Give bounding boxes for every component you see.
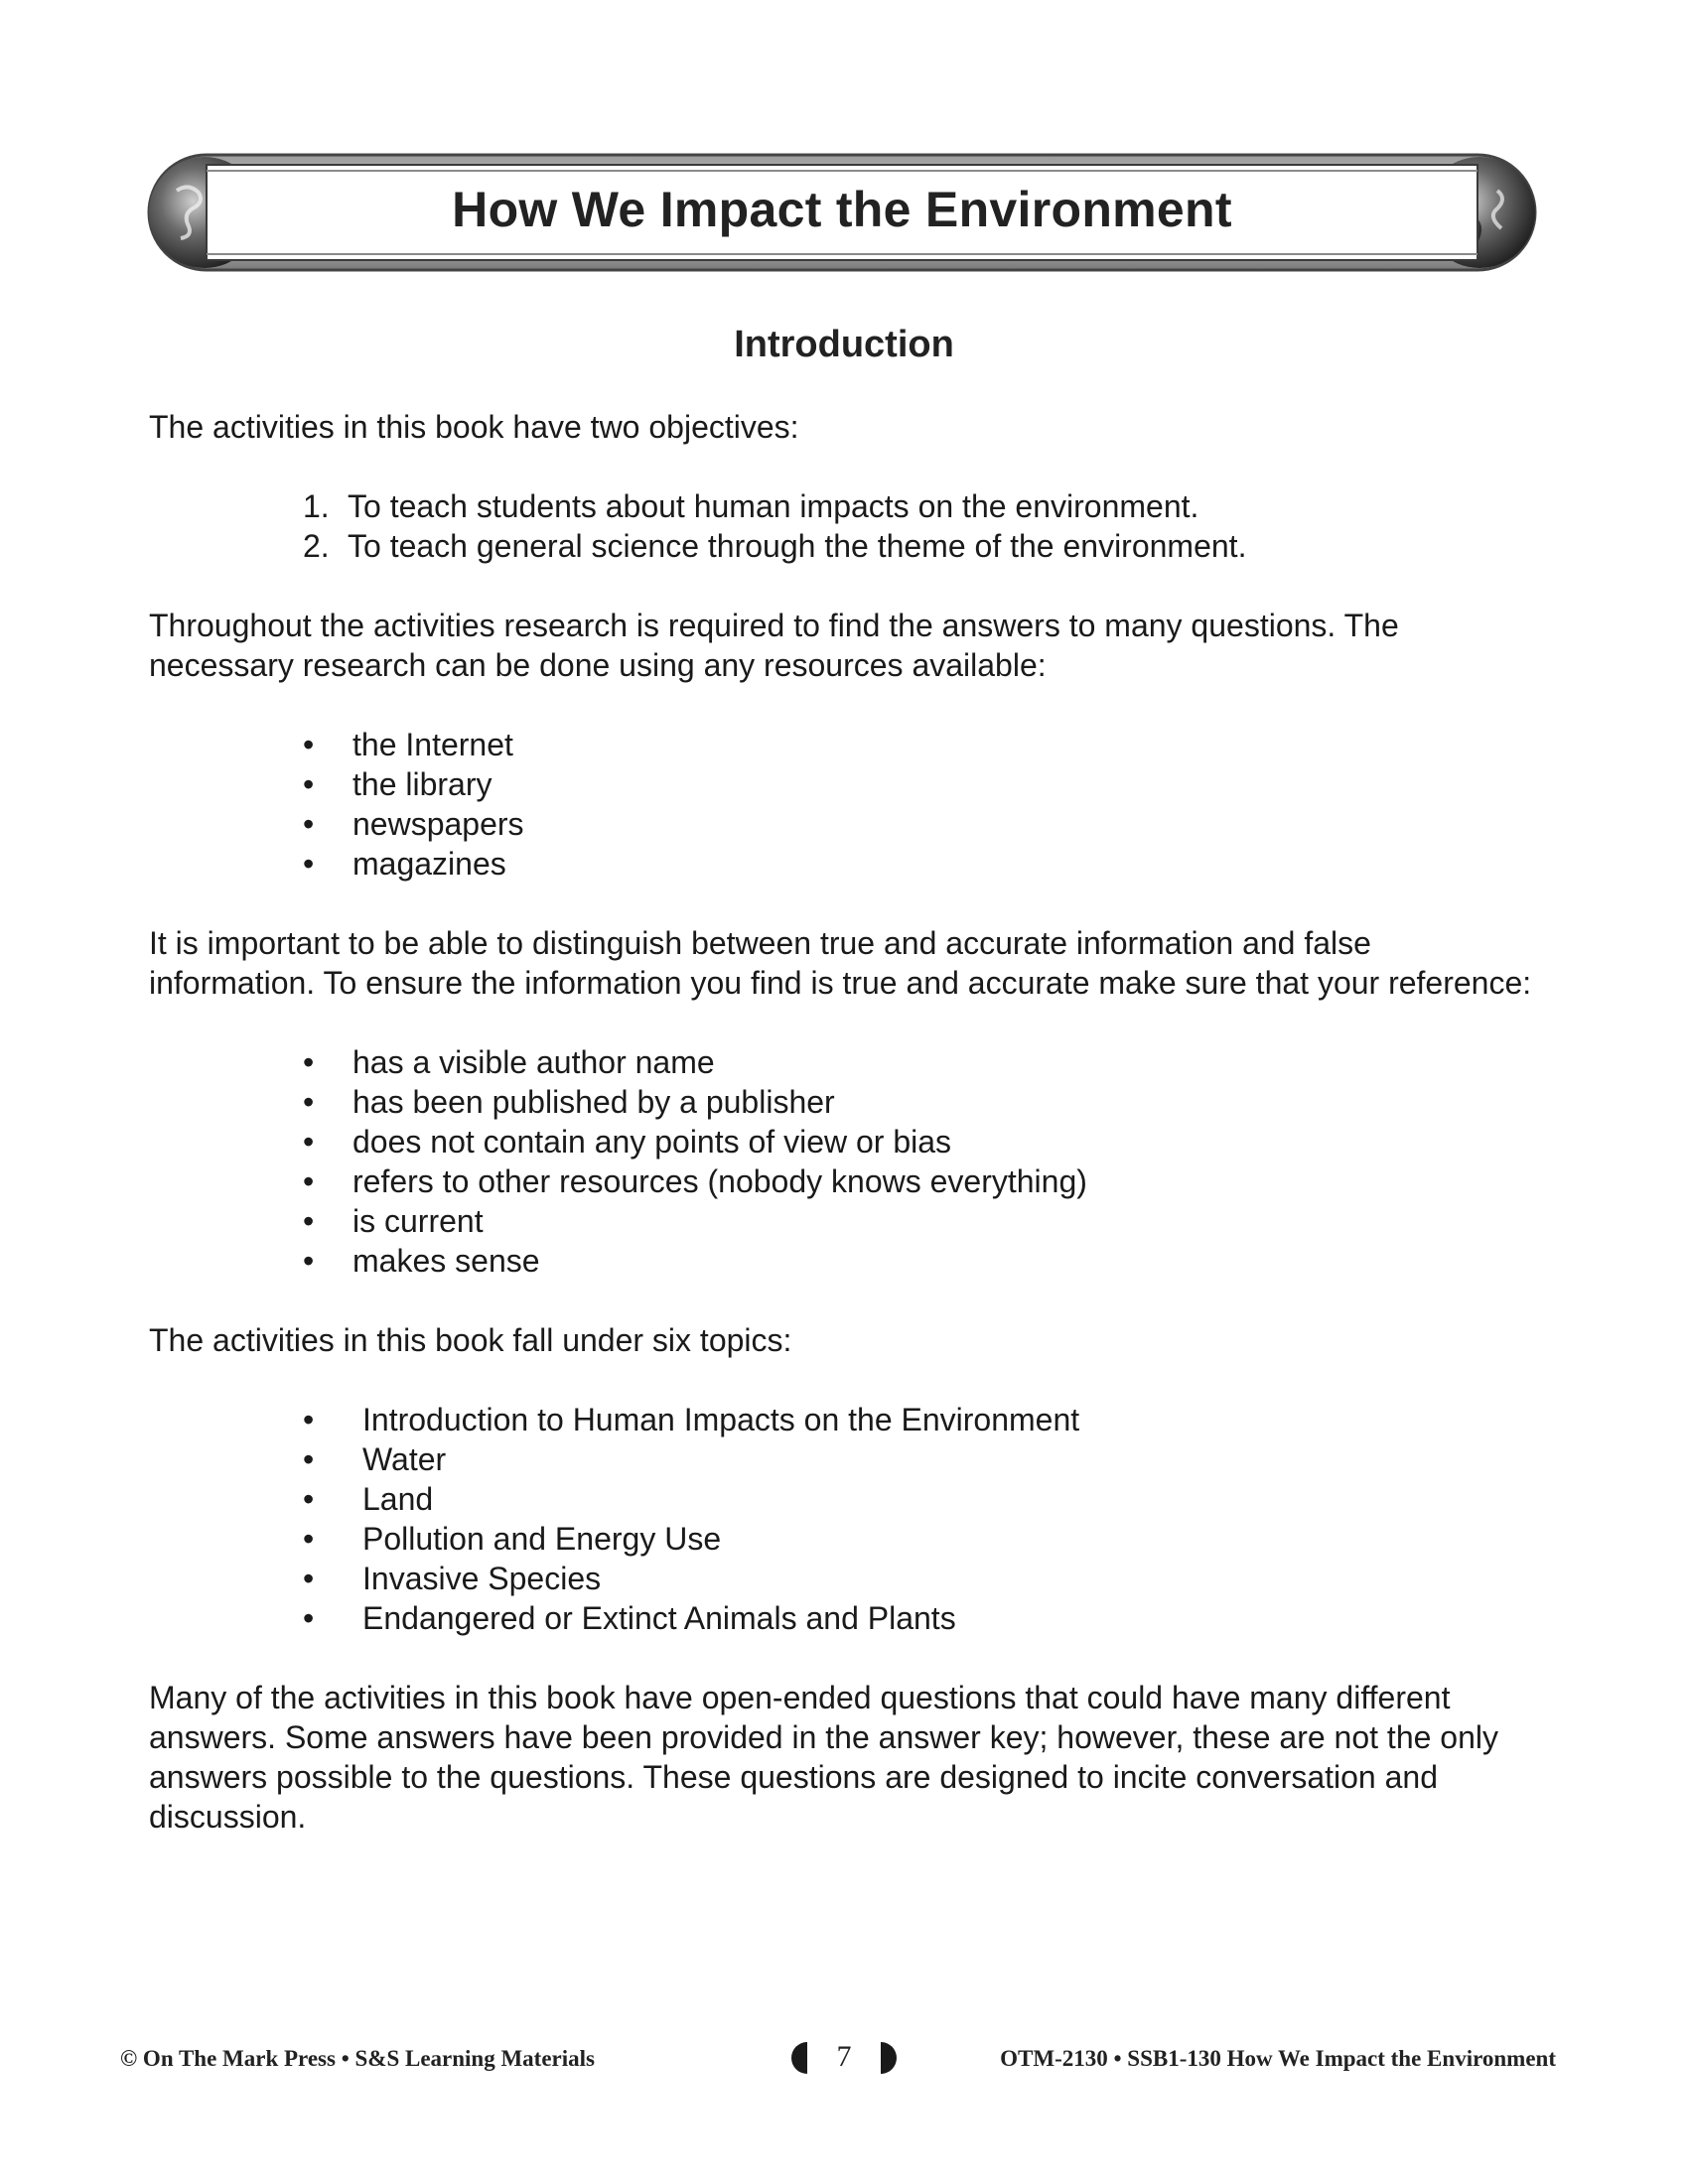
list-item: • is current [303,1203,484,1239]
list-item: • has been published by a publisher [303,1084,835,1120]
list-item: 2. To teach general science through the theme of the environment. [303,528,1247,564]
research-paragraph: Throughout the activities research is required to find the answers to many questions. The necessary research can be done using any resources available: [149,608,1399,683]
list-item: • Land [303,1481,434,1517]
intro-paragraph: The activities in this book have two objectives: [149,409,799,445]
list-item: • Endangered or Extinct Animals and Plants [303,1600,956,1636]
list-item: • Water [303,1441,447,1477]
footer-publisher: © On The Mark Press • S&S Learning Materials [120,2046,595,2071]
page-title: How We Impact the Environment [452,182,1232,237]
list-item: • does not contain any points of view or bias [303,1124,952,1160]
accuracy-paragraph: It is important to be able to distinguish between true and accurate information and false information. To ensure the information you find is true and accurate make sure that your reference: [149,925,1532,1001]
list-item: • newspapers [303,806,524,842]
criteria-list [303,1042,1087,1281]
section-title: Introduction [734,324,954,365]
topics-intro: The activities in this book fall under six topics: [149,1322,792,1358]
title-banner [147,151,1537,274]
footer [0,2040,1688,2090]
footer-book-code: OTM-2130 • SSB1-130 How We Impact the Environment [1000,2046,1556,2071]
topics-list [303,1400,1080,1638]
list-item: • has a visible author name [303,1044,715,1080]
list-item: • the library [303,766,492,802]
list-item: • Introduction to Human Impacts on the Environment [303,1402,1080,1437]
objectives-list [303,486,1247,566]
page-number: 7 [836,2040,852,2073]
closing-paragraph: Many of the activities in this book have open-ended questions that could have many different answers. Some answers have been provided in the answer key; however, these are not the only answers possible to the questions. These questions are designed to incite conversation and discussion. [149,1680,1498,1835]
list-item: • makes sense [303,1243,540,1279]
list-item: • Invasive Species [303,1561,602,1596]
resources-list [303,725,524,884]
list-item: • Pollution and Energy Use [303,1521,722,1557]
list-item: • refers to other resources (nobody knows everything) [303,1163,1087,1199]
list-item: 1. To teach students about human impacts on the environment. [303,488,1199,524]
list-item: • magazines [303,846,506,882]
list-item: • the Internet [303,727,513,762]
page-number-marker [789,2040,899,2076]
